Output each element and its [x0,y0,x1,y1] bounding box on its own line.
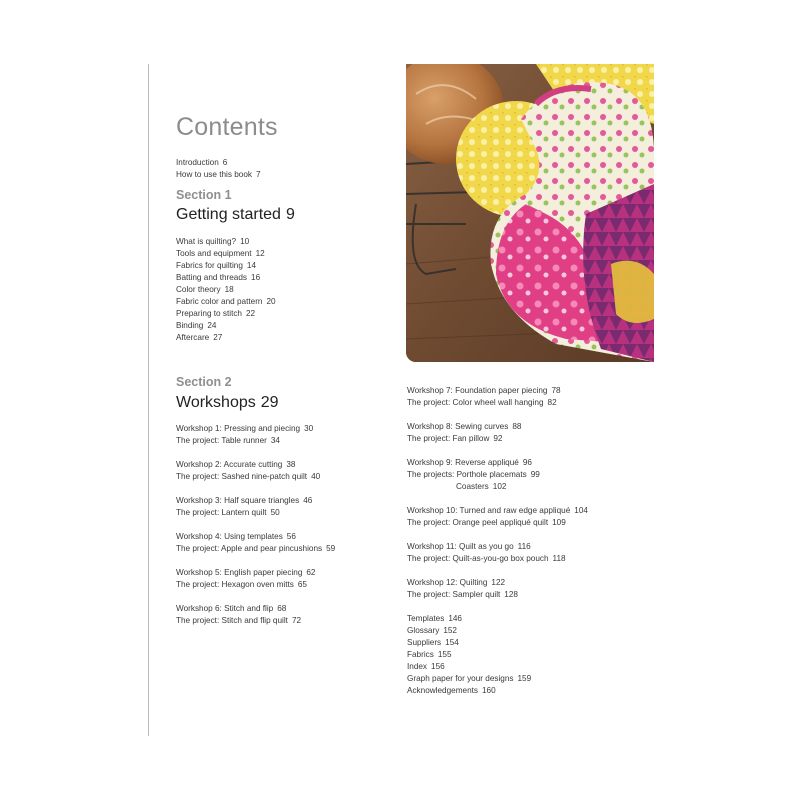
toc-entry-page: 18 [224,285,234,294]
toc-entry-page: 59 [326,544,336,553]
toc-entry-back-matter[interactable] [407,637,459,649]
toc-entry-label: Coasters [456,482,489,491]
toc-entry-page: 146 [448,614,462,623]
toc-entry-label: The projects: Porthole placemats [407,470,527,479]
toc-entry-page: 10 [240,237,250,246]
toc-entry-label: Graph paper for your designs [407,674,514,683]
toc-entry-label: Index [407,662,428,671]
toc-entry-label: Templates [407,614,445,623]
toc-entry-label: Fabrics for quilting [176,261,243,270]
toc-entry-page: 27 [213,333,223,342]
toc-entry-label: Workshop 12: Quilting [407,578,488,587]
toc-entry-page: 68 [277,604,287,613]
toc-entry-label: The project: Sampler quilt [407,590,501,599]
toc-entry-page: 34 [270,436,280,445]
toc-entry-project[interactable] [176,543,335,555]
toc-entry-project[interactable] [407,517,566,529]
toc-entry-page: 24 [207,321,217,330]
toc-entry-project[interactable] [407,397,557,409]
toc-entry-back-matter[interactable] [407,673,531,685]
toc-entry-workshop[interactable] [407,457,532,469]
toc-entry-label: Aftercare [176,333,210,342]
toc-entry-project[interactable] [456,481,506,493]
toc-entry-page: 128 [504,590,518,599]
section-title-text: Workshops [176,394,256,411]
toc-entry-label: What is quilting? [176,237,237,246]
toc-entry-label: The project: Hexagon oven mitts [176,580,294,589]
toc-entry-label: Batting and threads [176,273,248,282]
toc-entry-label: Color theory [176,285,221,294]
toc-entry-page: 152 [443,626,457,635]
toc-entry-page: 62 [306,568,316,577]
toc-entry-page: 156 [431,662,445,671]
toc-entry-page: 154 [445,638,459,647]
toc-entry-label: The project: Lantern quilt [176,508,267,517]
toc-entry-label: Fabrics [407,650,434,659]
toc-entry-page: 40 [311,472,321,481]
page-spine-divider [148,64,149,736]
toc-entry-label: Workshop 6: Stitch and flip [176,604,274,613]
toc-entry-project[interactable] [407,553,566,565]
toc-entry-label: The project: Fan pillow [407,434,490,443]
toc-entry-project[interactable] [176,507,280,519]
toc-entry-label: Workshop 8: Sewing curves [407,422,509,431]
toc-entry-label: Workshop 5: English paper piecing [176,568,303,577]
toc-entry[interactable] [176,284,234,296]
toc-entry[interactable] [176,260,256,272]
toc-entry-page: 38 [286,460,296,469]
toc-entry-label: Workshop 10: Turned and raw edge appliqué [407,506,571,515]
toc-entry-workshop[interactable] [407,541,531,553]
toc-entry-label: Workshop 1: Pressing and piecing [176,424,301,433]
toc-entry-workshop[interactable] [176,459,295,471]
toc-entry-page: 102 [492,482,507,491]
toc-entry-project[interactable] [176,435,280,447]
toc-entry-label: The project: Quilt-as-you-go box pouch [407,554,549,563]
toc-entry-label: Workshop 7: Foundation paper piecing [407,386,548,395]
toc-entry-label: Tools and equipment [176,249,252,258]
toc-entry-label: Workshop 2: Accurate cutting [176,460,283,469]
toc-entry-workshop[interactable] [176,567,315,579]
toc-entry-label: Glossary [407,626,440,635]
toc-entry-label: The project: Apple and pear pincushions [176,544,323,553]
toc-entry-workshop[interactable] [176,423,313,435]
toc-entry-page: 109 [552,518,566,527]
toc-entry-project[interactable] [407,469,540,481]
toc-entry-page: 82 [547,398,557,407]
toc-entry-page: 7 [256,170,261,179]
toc-entry-page: 50 [270,508,280,517]
toc-entry-label: The project: Orange peel appliqué quilt [407,518,549,527]
toc-entry[interactable] [176,236,249,248]
toc-entry[interactable] [176,320,216,332]
toc-entry-how-to-use[interactable] [176,169,261,181]
toc-entry-label: The project: Color wheel wall hanging [407,398,544,407]
toc-entry-page: 20 [266,297,276,306]
toc-entry-label: Workshop 9: Reverse appliqué [407,458,519,467]
toc-entry-label: How to use this book [176,170,253,179]
toc-entry-page: 65 [297,580,307,589]
toc-entry-page: 78 [551,386,561,395]
toc-entry-page: 6 [222,158,228,167]
toc-entry-page: 12 [255,249,265,258]
toc-entry-workshop[interactable] [176,603,286,615]
section-title-page: 29 [260,394,279,411]
toc-entry-label: Acknowledgements [407,686,478,695]
toc-entry-page: 155 [437,650,452,659]
toc-entry-workshop[interactable] [407,577,505,589]
toc-entry-label: The project: Sashed nine-patch quilt [176,472,308,481]
toc-entry-page: 30 [304,424,314,433]
toc-entry-project[interactable] [176,471,320,483]
toc-entry-workshop[interactable] [407,505,588,517]
toc-entry-back-matter[interactable] [407,661,445,673]
toc-entry-page: 16 [251,273,261,282]
toc-entry-page: 46 [303,496,313,505]
toc-entry-page: 92 [493,434,503,443]
toc-entry-page: 116 [517,542,531,551]
toc-entry[interactable] [176,296,276,308]
page-title: Contents [176,113,278,141]
toc-entry-back-matter[interactable] [407,613,462,625]
toc-entry-page: 160 [482,686,496,695]
toc-entry-page: 56 [286,532,296,541]
section-1-label: Section 1 [176,188,232,202]
toc-entry-project[interactable] [407,589,518,601]
toc-entry[interactable] [176,308,255,320]
toc-entry-page: 14 [246,261,257,270]
toc-entry-label: Workshop 3: Half square triangles [176,496,300,505]
section-1-title[interactable] [176,205,295,225]
toc-entry-page: 96 [522,458,532,467]
toc-entry-page: 159 [517,674,532,683]
oven-mitts-photo [406,64,654,362]
toc-entry-back-matter[interactable] [407,625,457,637]
section-title-page: 9 [285,206,295,223]
toc-entry-label: The project: Stitch and flip quilt [176,616,288,625]
toc-entry-page: 22 [246,309,256,318]
toc-entry-back-matter[interactable] [407,649,452,661]
toc-entry-label: Fabric color and pattern [176,297,263,306]
toc-entry-page: 88 [512,422,522,431]
toc-entry-label: Introduction [176,158,219,167]
toc-entry-label: Workshop 11: Quilt as you go [407,542,514,551]
toc-entry-project[interactable] [176,579,307,591]
toc-entry-project[interactable] [407,433,502,445]
toc-entry-workshop[interactable] [407,385,561,397]
toc-entry-page: 118 [552,554,566,563]
toc-entry-workshop[interactable] [176,531,296,543]
toc-entry-label: Suppliers [407,638,442,647]
toc-entry-page: 99 [530,470,540,479]
toc-entry-label: Preparing to stitch [176,309,242,318]
toc-entry[interactable] [176,272,260,284]
toc-entry-back-matter[interactable] [407,685,496,697]
toc-entry-project[interactable] [176,615,301,627]
section-2-title[interactable] [176,393,279,413]
toc-entry-label: Workshop 4: Using templates [176,532,283,541]
section-title-text: Getting started [176,206,281,223]
toc-entry[interactable] [176,248,265,260]
toc-entry-workshop[interactable] [176,495,312,507]
toc-entry-page: 104 [574,506,588,515]
toc-entry[interactable] [176,332,222,344]
toc-entry-introduction[interactable] [176,157,227,169]
toc-entry-page: 72 [291,616,302,625]
toc-entry-label: The project: Table runner [176,436,267,445]
toc-entry-workshop[interactable] [407,421,521,433]
toc-entry-label: Binding [176,321,204,330]
section-2-label: Section 2 [176,375,232,389]
toc-entry-page: 122 [491,578,506,587]
